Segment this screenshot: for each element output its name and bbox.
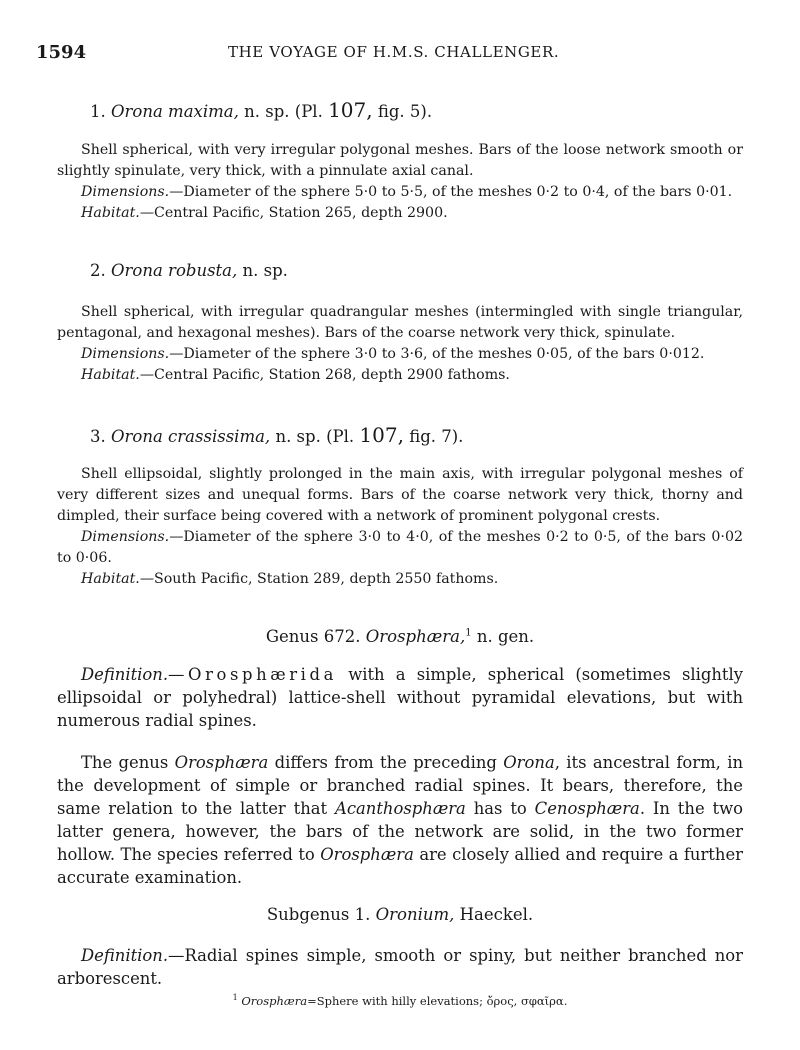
subgenus-author: Haeckel.	[459, 905, 534, 924]
habitat-text: —Central Pacific, Station 265, depth 2900.	[139, 205, 448, 221]
genus-prefix: Genus 672.	[265, 627, 361, 646]
species-dimensions	[57, 527, 743, 569]
species-status: n. sp.	[244, 102, 290, 121]
discussion-text: has to	[465, 799, 535, 818]
definition-family: —Orosphærida	[168, 665, 337, 684]
dimensions-label: Dimensions.	[81, 184, 170, 200]
species-1-body	[57, 140, 743, 224]
taxon-name: Cenosphæra	[534, 799, 640, 818]
subgenus-name: Oronium,	[375, 905, 455, 924]
species-name: Orona robusta,	[111, 261, 238, 280]
species-status: n. sp.	[242, 261, 288, 280]
genus-definition	[57, 663, 743, 732]
taxon-name: Acanthosphæra	[335, 799, 466, 818]
species-habitat	[57, 569, 743, 590]
taxon-name: Orosphæra	[174, 753, 269, 772]
plate-prefix: (Pl.	[294, 102, 323, 121]
species-3-body	[57, 464, 743, 590]
definition-label: Definition.	[81, 946, 169, 965]
definition-text: —Radial spines simple, smooth or spiny, but neither branched nor arborescent.	[57, 946, 743, 988]
footnote-term: Orosphæra	[241, 993, 308, 1008]
plate-number: 107,	[328, 98, 373, 122]
species-2-body	[57, 302, 743, 386]
plate-fig: fig. 7).	[409, 427, 464, 446]
species-number: 2.	[90, 261, 106, 280]
subgenus-prefix: Subgenus 1.	[266, 905, 371, 924]
definition-label: Definition.	[81, 665, 169, 684]
species-number: 3.	[90, 427, 106, 446]
discussion-text: . In the two latter genera, however, the bars of the network are solid, in the two former hollow. The species referred to	[57, 799, 744, 864]
genus-suffix: n. gen.	[476, 627, 535, 646]
genus-name: Orosphæra,	[365, 627, 466, 646]
discussion-text: The genus	[81, 753, 175, 772]
footnote-mark: 1	[465, 627, 472, 639]
plate-prefix: (Pl.	[326, 427, 355, 446]
habitat-text: —Central Pacific, Station 268, depth 2900 fathoms.	[139, 367, 510, 383]
plate-number: 107,	[359, 423, 404, 447]
habitat-label: Habitat.	[81, 571, 140, 587]
discussion-text: differs from the preceding	[268, 753, 504, 772]
dimensions-label: Dimensions.	[81, 346, 170, 362]
footnote-greek: ὄρος, σφαῖρα.	[486, 993, 568, 1008]
species-description: Shell ellipsoidal, slightly prolonged in the main axis, with irregular polygonal meshes of very different sizes and unequal forms. Bars of the coarse network very thick, thorny and dimpled, their surface being covered with a network of prominent polygonal crests.	[57, 466, 743, 524]
taxon-name: Orosphæra	[320, 845, 414, 864]
genus-heading	[0, 627, 800, 646]
species-dimensions	[57, 182, 743, 203]
habitat-label: Habitat.	[81, 205, 140, 221]
footnote	[0, 993, 800, 1008]
species-habitat	[57, 365, 743, 386]
species-number: 1.	[90, 102, 106, 121]
species-name: Orona maxima,	[111, 102, 239, 121]
subgenus-heading	[0, 905, 800, 924]
species-3-heading	[90, 423, 463, 447]
dimensions-text: —Diameter of the sphere 3·0 to 4·0, of the meshes 0·2 to 0·5, of the bars 0·02 to 0·06.	[57, 529, 743, 566]
species-status: n. sp.	[275, 427, 321, 446]
dimensions-text: —Diameter of the sphere 3·0 to 3·6, of the meshes 0·05, of the bars 0·012.	[169, 346, 705, 362]
page-number: 1594	[36, 42, 87, 63]
species-2-heading	[90, 261, 288, 280]
species-1-heading	[90, 98, 432, 122]
discussion-text: , its ancestral form, in the development of simple or branched radial spines. It bears, therefore, the same relation to the latter that	[57, 753, 744, 818]
plate-fig: fig. 5).	[377, 102, 433, 121]
species-description: Shell spherical, with irregular quadrangular meshes (intermingled with single triangular, pentagonal, and hexagonal meshes). Bars of the coarse network very thick, spinulate.	[57, 304, 743, 341]
habitat-text: —South Pacific, Station 289, depth 2550 fathoms.	[139, 571, 499, 587]
footnote-mark: 1	[232, 993, 238, 1002]
species-dimensions	[57, 344, 743, 365]
genus-discussion	[57, 751, 743, 889]
species-description: Shell spherical, with very irregular polygonal meshes. Bars of the loose network smooth or slightly spinulate, very thick, with a pinnulate axial canal.	[57, 142, 743, 179]
subgenus-definition	[57, 944, 743, 990]
discussion-text: are closely allied and require a further accurate examination.	[57, 845, 743, 887]
dimensions-text: —Diameter of the sphere 5·0 to 5·5, of the meshes 0·2 to 0·4, of the bars 0·01.	[169, 184, 733, 200]
taxon-name: Orona	[503, 753, 555, 772]
species-name: Orona crassissima,	[111, 427, 271, 446]
habitat-label: Habitat.	[81, 367, 140, 383]
definition-text: with a simple, spherical (sometimes slightly ellipsoidal or polyhedral) lattice-shell without pyramidal elevations, but with numerous radial spines.	[57, 665, 743, 730]
dimensions-label: Dimensions.	[81, 529, 170, 545]
species-habitat	[57, 203, 743, 224]
footnote-text: =Sphere with hilly elevations;	[307, 993, 483, 1008]
running-title: THE VOYAGE OF H.M.S. CHALLENGER.	[228, 43, 560, 61]
